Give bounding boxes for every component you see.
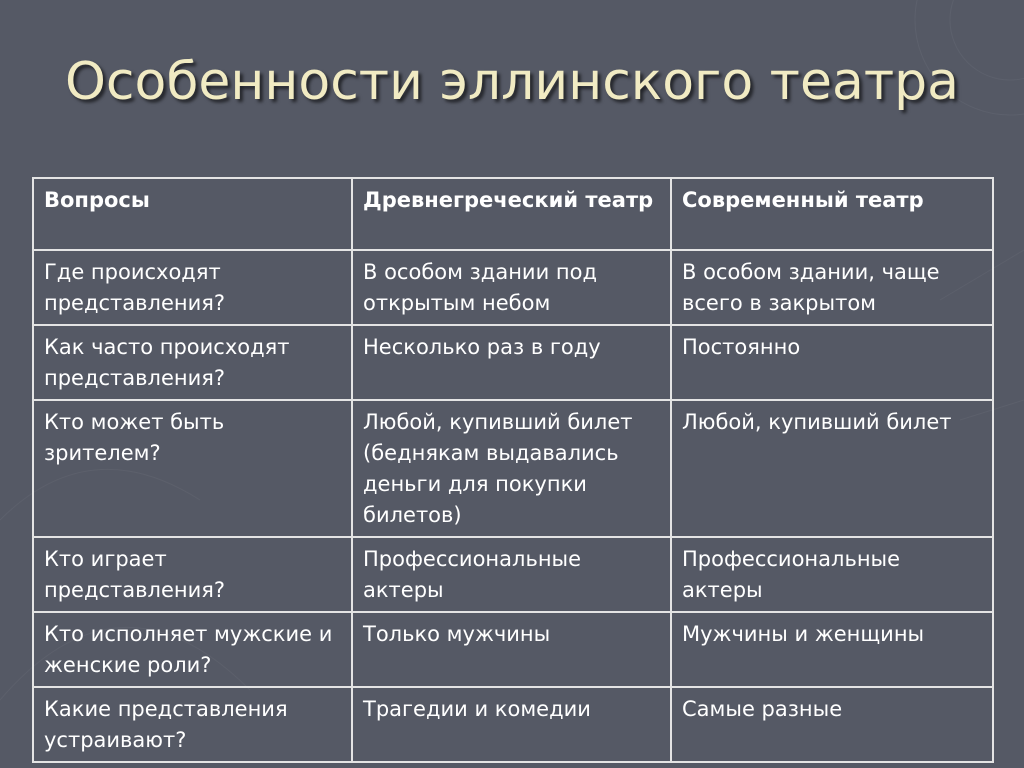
table-header-row	[33, 178, 993, 250]
table-cell-ancient: Несколько раз в году	[352, 325, 671, 400]
table-cell-modern: Любой, купивший билет	[671, 400, 993, 537]
table-cell-question: Как часто происходят представления?	[33, 325, 352, 400]
table-cell-question: Кто играет представления?	[33, 537, 352, 612]
table-cell-question: Где происходят представления?	[33, 250, 352, 325]
table-cell-ancient: Трагедии и комедии	[352, 687, 671, 762]
comparison-table	[32, 177, 994, 763]
table-cell-modern: Постоянно	[671, 325, 993, 400]
header-ancient-greek-theatre: Древнегреческий театр	[352, 178, 671, 250]
table-cell-ancient: Только мужчины	[352, 612, 671, 687]
table-cell-modern: В особом здании, чаще всего в закрытом	[671, 250, 993, 325]
table-row	[33, 400, 993, 537]
table-cell-ancient: Профессиональные актеры	[352, 537, 671, 612]
table-row	[33, 537, 993, 612]
table-cell-ancient: В особом здании под открытым небом	[352, 250, 671, 325]
table-cell-question: Кто может быть зрителем?	[33, 400, 352, 537]
table-cell-question: Кто исполняет мужские и женские роли?	[33, 612, 352, 687]
table-row	[33, 325, 993, 400]
header-modern-theatre: Современный театр	[671, 178, 993, 250]
table-cell-question: Какие представления устраивают?	[33, 687, 352, 762]
table-cell-modern: Самые разные	[671, 687, 993, 762]
table-row	[33, 250, 993, 325]
table-row	[33, 687, 993, 762]
table-row	[33, 612, 993, 687]
table-cell-ancient: Любой, купивший билет (беднякам выдавались деньги для покупки билетов)	[352, 400, 671, 537]
table-cell-modern: Профессиональные актеры	[671, 537, 993, 612]
slide-title: Особенности эллинского театра	[64, 52, 959, 112]
header-questions: Вопросы	[33, 178, 352, 250]
table-cell-modern: Мужчины и женщины	[671, 612, 993, 687]
